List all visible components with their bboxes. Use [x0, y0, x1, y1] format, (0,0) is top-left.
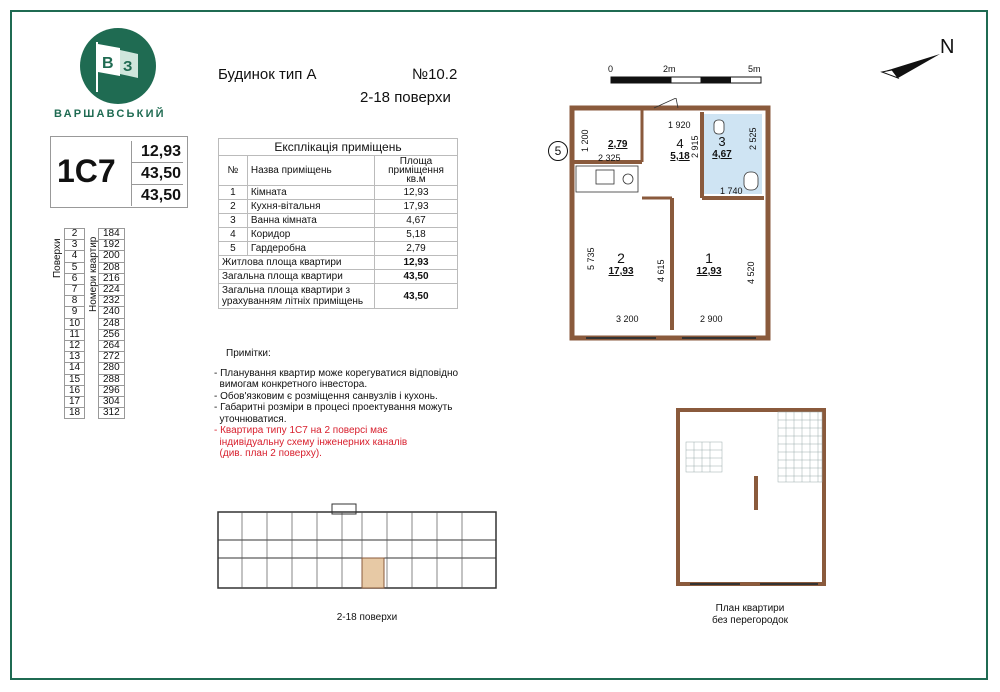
- apartment-number: 208: [99, 262, 125, 273]
- floor-number: 7: [65, 285, 85, 296]
- floor-row: [65, 296, 85, 307]
- dim-1200: 1 200: [580, 129, 590, 152]
- apartment-number: 296: [99, 385, 125, 396]
- floor-row: [65, 408, 85, 419]
- floor-plan-caption: 2-18 поверхи: [336, 612, 398, 623]
- apartment-numbers-column: [98, 228, 125, 419]
- scale-tick-2m: 2m: [663, 64, 676, 74]
- apartment-row: [99, 307, 125, 318]
- total-row: [219, 256, 458, 270]
- apartment-row: [99, 296, 125, 307]
- table-row: [219, 214, 458, 228]
- total-row: [219, 270, 458, 284]
- room-area: 12,93: [375, 186, 458, 200]
- total-label: Загальна площа квартири з урахуванням літніх приміщень: [219, 284, 375, 309]
- floor-row: [65, 352, 85, 363]
- room-area: 5,18: [375, 228, 458, 242]
- floor-row: [65, 374, 85, 385]
- room-area: 17,93: [375, 200, 458, 214]
- logo-emblem: [80, 28, 156, 104]
- floor-number: 14: [65, 363, 85, 374]
- apartment-row: [99, 285, 125, 296]
- dim-4520: 4 520: [746, 261, 756, 284]
- apartment-number: 216: [99, 273, 125, 284]
- flag-icon: [80, 28, 156, 104]
- apartment-number: 200: [99, 251, 125, 262]
- floor-number: 5: [65, 262, 85, 273]
- apartment-number: 192: [99, 240, 125, 251]
- floor-row: [65, 363, 85, 374]
- note-line: вимогам конкретного інвестора.: [214, 379, 368, 390]
- apartments-label: Номери квартир: [88, 236, 99, 312]
- table-row: [219, 242, 458, 256]
- explication-title: Експлікація приміщень: [219, 139, 458, 156]
- floor-number: 10: [65, 318, 85, 329]
- apartment-number: 288: [99, 374, 125, 385]
- room-area: 12,93: [696, 266, 722, 277]
- note-line: - Обов'язковим є розміщення санвузлів і кухонь.: [214, 390, 438, 402]
- svg-text:В: В: [102, 55, 114, 72]
- room-number: 3: [718, 134, 726, 149]
- apartment-row: [99, 273, 125, 284]
- floor-number: 18: [65, 408, 85, 419]
- dim-2900: 2 900: [700, 314, 723, 324]
- note-line: уточнюватися.: [214, 413, 287, 425]
- room-1-label: [694, 250, 724, 277]
- apartment-row: [99, 251, 125, 262]
- floors-range: 2-18 поверхи: [360, 89, 451, 106]
- note-line-red: індивідуальну схему інженерних каналів: [214, 436, 408, 448]
- room-no: 2: [219, 200, 248, 214]
- dim-2915: 2 915: [690, 135, 700, 158]
- scale-tick-5m: 5m: [748, 64, 761, 74]
- floor-row: [65, 385, 85, 396]
- floors-column: [64, 228, 85, 419]
- apartment-code: 1С7: [57, 153, 116, 189]
- notes-title: Примітки:: [226, 348, 271, 359]
- floor-number: 12: [65, 341, 85, 352]
- table-row: [219, 186, 458, 200]
- room-number: 1: [705, 250, 713, 266]
- room-name: Кухня-вітальня: [247, 200, 374, 214]
- apartment-row: [99, 374, 125, 385]
- total-label: Житлова площа квартири: [219, 256, 375, 270]
- col-no-header: №: [219, 156, 248, 186]
- apartment-number: 224: [99, 285, 125, 296]
- apartment-number: 312: [99, 408, 125, 419]
- floor-number: 11: [65, 329, 85, 340]
- room-name: Ванна кімната: [247, 214, 374, 228]
- apartment-row: [99, 397, 125, 408]
- room-name: Кімната: [247, 186, 374, 200]
- apartment-row: [99, 229, 125, 240]
- apartment-row: [99, 318, 125, 329]
- floor-number: 2: [65, 229, 85, 240]
- note-line-red: - Квартира типу 1С7 на 2 поверсі має: [214, 425, 388, 436]
- svg-text:З: З: [123, 58, 133, 75]
- floor-row: [65, 229, 85, 240]
- table-row: [219, 228, 458, 242]
- floor-number: 15: [65, 374, 85, 385]
- north-label: N: [940, 36, 955, 58]
- floor-row: [65, 318, 85, 329]
- room-area: 4,67: [375, 214, 458, 228]
- room-area: 17,93: [608, 266, 634, 277]
- room-name: Гардеробна: [247, 242, 374, 256]
- note-line-red: (див. план 2 поверху).: [214, 448, 322, 459]
- apartment-number: 240: [99, 307, 125, 318]
- apartment-row: [99, 352, 125, 363]
- apartment-row: [99, 363, 125, 374]
- floor-row: [65, 341, 85, 352]
- dim-1920: 1 920: [668, 120, 691, 130]
- floor-row: [65, 273, 85, 284]
- col-area-header: Площа приміщення кв.м: [375, 156, 458, 186]
- apartment-row: [99, 329, 125, 340]
- floors-label: Поверхи: [52, 238, 63, 278]
- scale-bar: [608, 64, 768, 88]
- floor-row: [65, 240, 85, 251]
- floor-number: 8: [65, 296, 85, 307]
- dim-4615: 4 615: [656, 259, 666, 282]
- floor-row: [65, 285, 85, 296]
- room-area: 5,18: [670, 151, 690, 162]
- col-name-header: Назва приміщень: [247, 156, 374, 186]
- room-no: 1: [219, 186, 248, 200]
- room-no: 5: [219, 242, 248, 256]
- total-value: 43,50: [375, 284, 458, 309]
- room-3-label: [707, 134, 737, 160]
- apartment-row: [99, 408, 125, 419]
- total-area-summer-value: 43,50: [131, 185, 183, 206]
- apartment-number: 232: [99, 296, 125, 307]
- dim-2325: 2 325: [598, 153, 621, 163]
- room-name: Коридор: [247, 228, 374, 242]
- open-plan-caption-line: План квартири: [715, 603, 785, 614]
- floor-number: 6: [65, 273, 85, 284]
- apartment-number: 304: [99, 397, 125, 408]
- room-no: 3: [219, 214, 248, 228]
- apartment-row: [99, 385, 125, 396]
- floor-row: [65, 329, 85, 340]
- room-number: 4: [676, 136, 684, 151]
- dim-5735: 5 735: [586, 247, 596, 270]
- total-label: Загальна площа квартири: [219, 270, 375, 284]
- room5-callout: 5: [548, 141, 568, 161]
- floor-number: 17: [65, 397, 85, 408]
- apartment-number: 184: [99, 229, 125, 240]
- open-plan: [670, 398, 830, 592]
- floor-row: [65, 262, 85, 273]
- room5-area: 2,79: [608, 139, 628, 150]
- dim-1740: 1 740: [720, 186, 743, 196]
- floor-number: 3: [65, 240, 85, 251]
- explication-table: [218, 138, 458, 309]
- total-value: 12,93: [375, 256, 458, 270]
- notes-block: [214, 348, 504, 460]
- apartment-row: [99, 262, 125, 273]
- north-arrow-icon: [878, 48, 948, 82]
- apartment-number: 264: [99, 341, 125, 352]
- table-row: [219, 200, 458, 214]
- apartment-code-box: [50, 136, 188, 208]
- scale-tick-0: 0: [608, 64, 614, 74]
- building-number: №10.2: [412, 66, 458, 83]
- living-area-value: 12,93: [131, 141, 183, 163]
- floor-number: 16: [65, 385, 85, 396]
- apartment-row: [99, 341, 125, 352]
- note-line: - Планування квартир може корегуватися відповідно: [214, 367, 459, 379]
- apartment-row: [99, 240, 125, 251]
- floor-row: [65, 251, 85, 262]
- floor-number: 4: [65, 251, 85, 262]
- total-value: 43,50: [375, 270, 458, 284]
- logo-text: ВАРШАВСЬКИЙ: [54, 108, 166, 120]
- room-number: 2: [617, 250, 625, 266]
- open-plan-caption-line: без перегородок: [711, 615, 789, 626]
- total-area-value: 43,50: [131, 163, 183, 185]
- room-2-label: [606, 250, 636, 277]
- building-type: Будинок тип А: [218, 66, 317, 83]
- floor-row: [65, 397, 85, 408]
- dim-2525: 2 525: [748, 127, 758, 150]
- apartment-number: 256: [99, 329, 125, 340]
- room-area: 2,79: [375, 242, 458, 256]
- floor-row: [65, 307, 85, 318]
- apartment-number: 248: [99, 318, 125, 329]
- note-line: - Габаритні розміри в процесі проектування можуть: [214, 402, 453, 413]
- room-no: 4: [219, 228, 248, 242]
- dim-3200: 3 200: [616, 314, 639, 324]
- apartment-number: 272: [99, 352, 125, 363]
- total-row: [219, 284, 458, 309]
- room-area: 4,67: [712, 149, 732, 160]
- apartment-number: 280: [99, 363, 125, 374]
- floor-number: 13: [65, 352, 85, 363]
- open-plan-caption: [690, 603, 810, 627]
- building-floor-plan: [212, 500, 502, 600]
- floor-number: 9: [65, 307, 85, 318]
